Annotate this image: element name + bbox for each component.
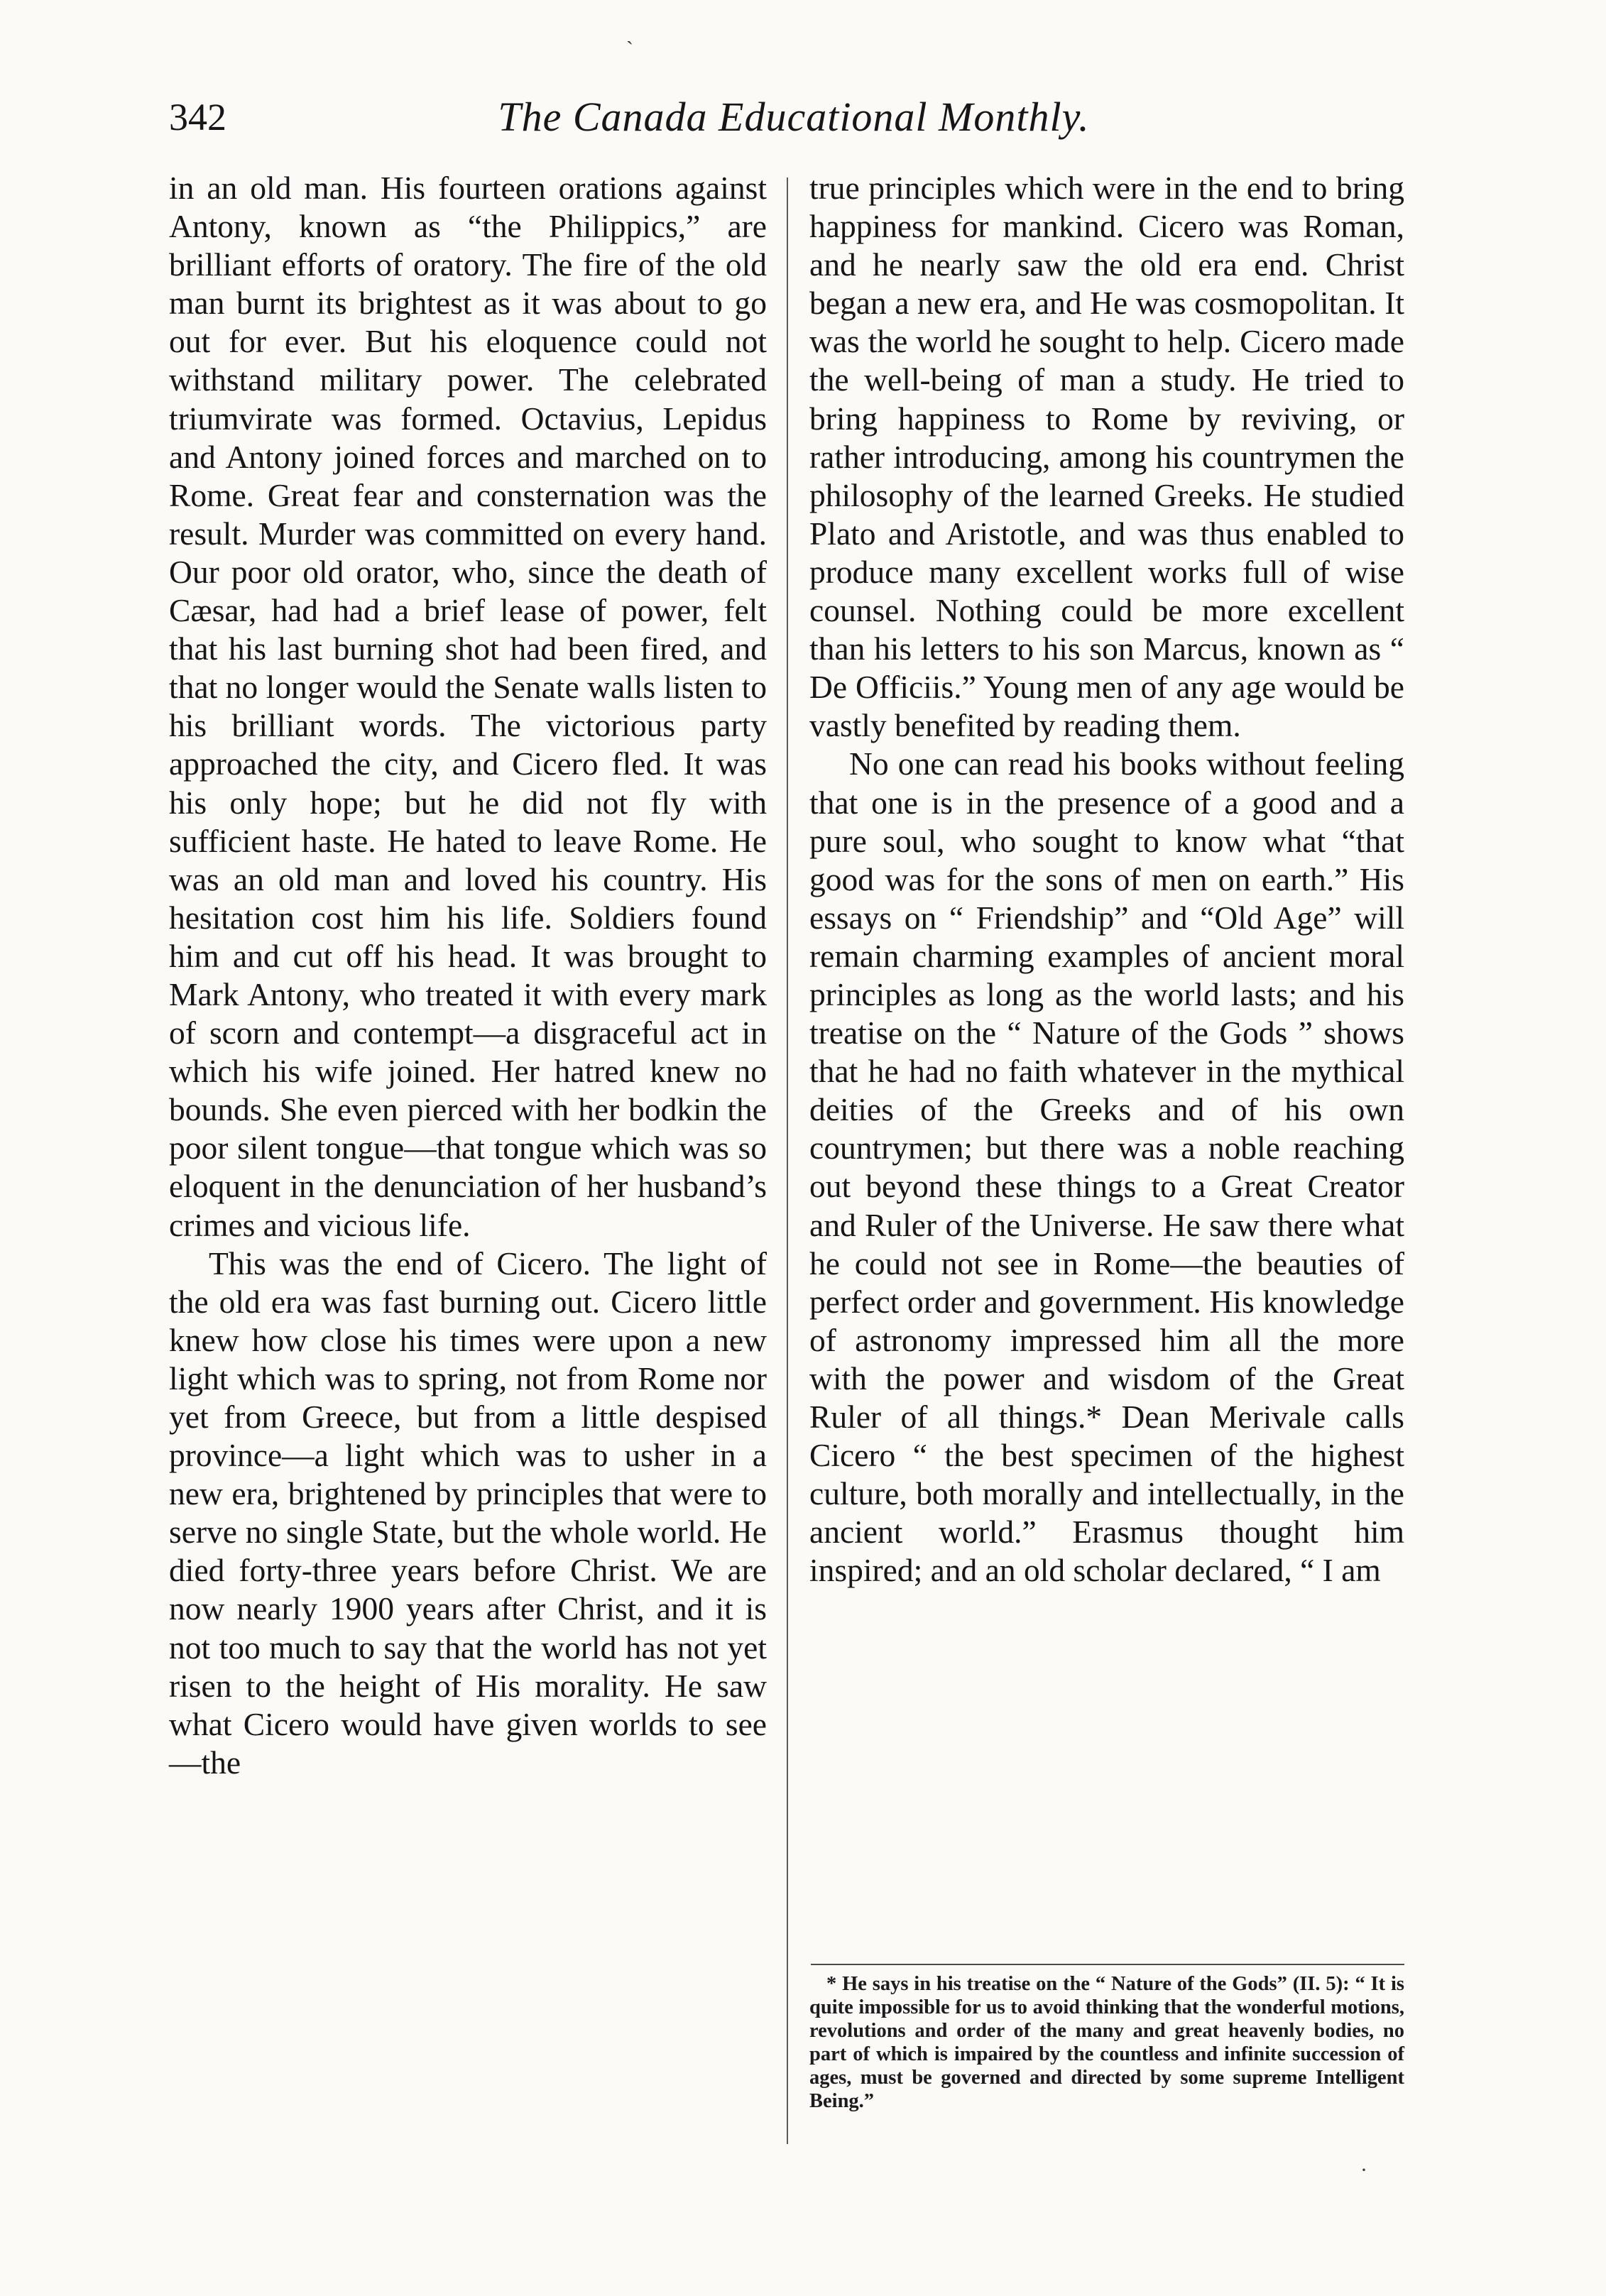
page-header [169, 85, 1419, 149]
left-paragraph-2: This was the end of Cicero. The light of the old era was fast burning out. Cicero little knew how close his times were upon a new light which was to spring, not from Rome nor yet from Greece, but from a little despised province—a light which was to usher in a new era, brightened by principles that were to serve no single State, but the whole world. He died forty-three years before Christ. We are now nearly 1900 years after Christ, and it is not too much to say that the world has not yet risen to the height of His morality. He saw what Cicero would have given worlds to see—the [169, 1245, 767, 1781]
running-title: The Canada Educational Monthly. [498, 94, 1090, 140]
print-speck-bottom: · [1360, 2158, 1367, 2182]
footnote-divider [811, 1964, 1404, 1965]
footnote-text: * He says in his treatise on the “ Nature of the Gods” (II. 5): “ It is quite impossible for us to avoid thinking that the wonderful motions, revolutions and order of the many and great heavenly bodies, no part of which is impaired by the countless and infinite succession of ages, must be governed and directed by some supreme Intelligent Being.” [809, 1973, 1404, 2112]
left-paragraph-1: in an old man. His fourteen orations against Antony, known as “the Philippics,” are brilliant efforts of oratory. The fire of the old man burnt its brightest as it was about to go out for ever. But his eloquence could not withstand military power. The celebrated triumvirate was formed. Octavius, Lepidus and Antony joined forces and marched on to Rome. Great fear and consternation was the result. Murder was committed on every hand. Our poor old orator, who, since the death of Cæsar, had had a brief lease of power, felt that his last burning shot had been fired, and that no longer would the Senate walls listen to his brilliant words. The victorious party approached the city, and Cicero fled. It was his only hope; but he did not fly with sufficient haste. He hated to leave Rome. He was an old man and loved his country. His hesitation cost him his life. Soldiers found him and cut off his head. It was brought to Mark Antony, who treated it with every mark of scorn and contempt—a disgraceful act in which his wife joined. Her hatred knew no bounds. She even pierced with her bodkin the poor silent tongue—that tongue which was so eloquent in the denunciation of her husband’s crimes and vicious life. [169, 170, 767, 1243]
left-column [169, 169, 767, 1782]
footnote [809, 1972, 1404, 2113]
right-column [809, 169, 1404, 1590]
print-speck-top: ˎ [626, 21, 633, 45]
right-paragraph-2: No one can read his books without feeling that one is in the presence of a good and a pure soul, who sought to know what “that good was for the sons of men on earth.” His essays on “ Friendship” and “Old Age” will remain charming examples of ancient moral principles as long as the world lasts; and his treatise on the “ Nature of the Gods ” shows that he had no faith whatever in the mythical deities of the Greeks and of his own countrymen; but there was a noble reaching out beyond these things to a Great Creator and Ruler of the Universe. He saw there what he could not see in Rome—the beauties of perfect order and government. His knowledge of astronomy impressed him all the more with the power and wisdom of the Great Ruler of all things.* Dean Merivale calls Cicero “ the best specimen of the highest culture, both morally and intellectually, in the ancient world.” Erasmus thought him inspired; and an old scholar declared, “ I am [809, 745, 1404, 1589]
column-divider [787, 177, 788, 2144]
right-paragraph-1: true principles which were in the end to bring happiness for mankind. Cicero was Roman, and he nearly saw the old era end. Christ began a new era, and He was cosmopolitan. It was the world he sought to help. Cicero made the well-being of man a study. He tried to bring happiness to Rome by reviving, or rather introducing, among his countrymen the philosophy of the learned Greeks. He studied Plato and Aristotle, and was thus enabled to produce many excellent works full of wise counsel. Nothing could be more excellent than his letters to his son Marcus, known as “ De Officiis.” Young men of any age would be vastly benefited by reading them. [809, 170, 1404, 744]
page-number: 342 [169, 96, 226, 138]
